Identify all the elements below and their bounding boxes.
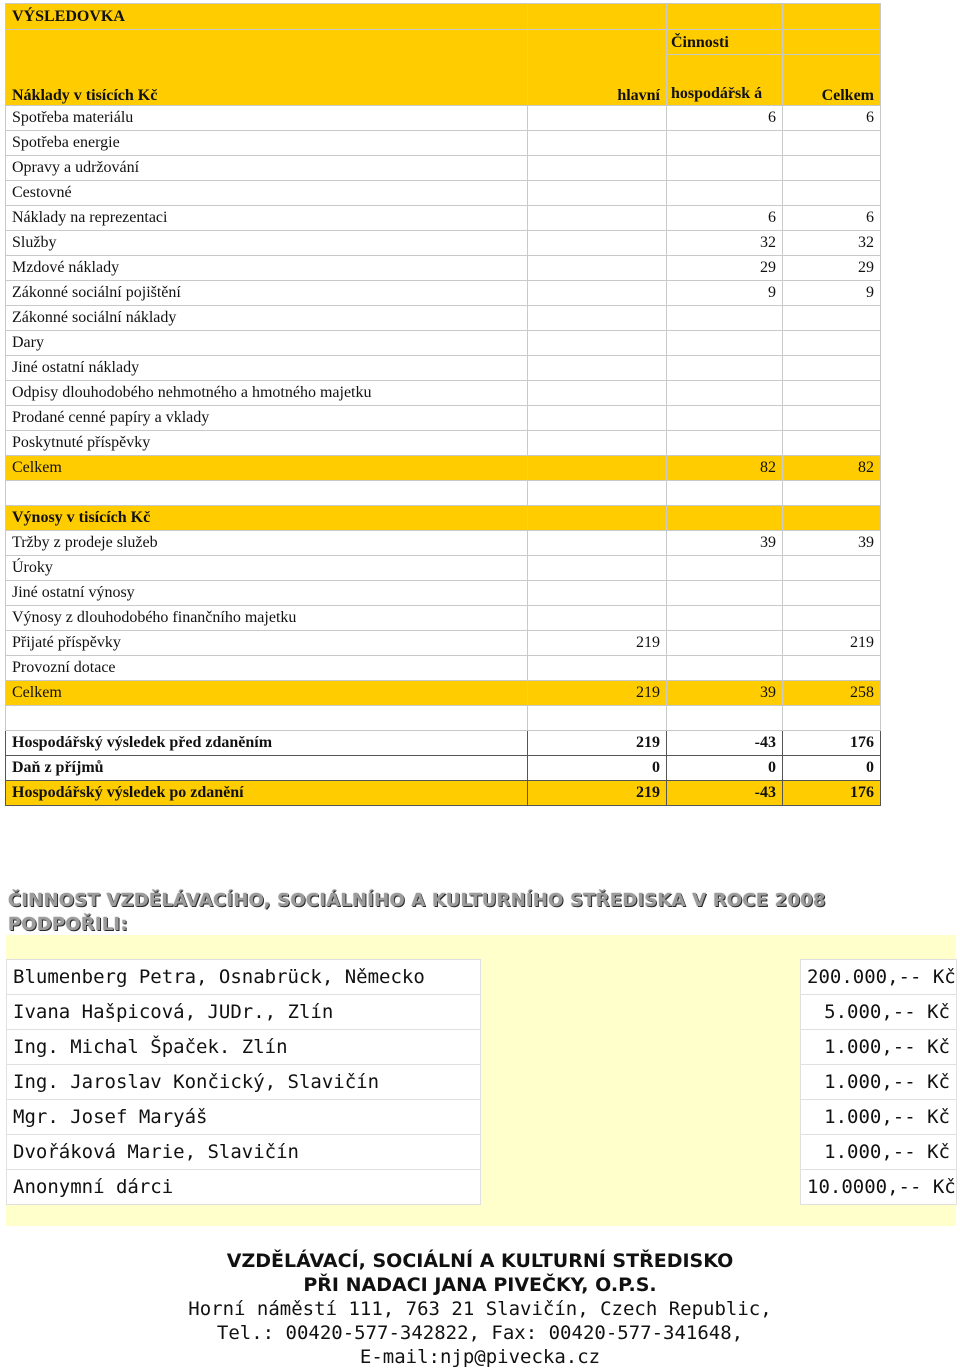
cost-row bbox=[6, 156, 881, 181]
row-label: Hospodářský výsledek po zdanění bbox=[6, 781, 528, 806]
footer-address: Horní náměstí 111, 763 21 Slavičín, Czech Republic, bbox=[188, 1298, 772, 1320]
supporter-amount: 200.000,-- Kč bbox=[801, 960, 957, 995]
cell-econ: -43 bbox=[667, 731, 783, 756]
cell-econ bbox=[667, 131, 783, 156]
cost-row bbox=[6, 431, 881, 456]
supporter-amount: 1.000,-- Kč bbox=[801, 1135, 957, 1170]
supporter-amount: 5.000,-- Kč bbox=[801, 995, 957, 1030]
cell-econ: 9 bbox=[667, 281, 783, 306]
cost-row bbox=[6, 356, 881, 381]
row-label: Přijaté příspěvky bbox=[6, 631, 528, 656]
cost-row bbox=[6, 306, 881, 331]
row-label: Provozní dotace bbox=[6, 656, 528, 681]
cell-main bbox=[528, 331, 667, 356]
row-label: Cestovné bbox=[6, 181, 528, 206]
row-label: Jiné ostatní výnosy bbox=[6, 581, 528, 606]
income-tax-row bbox=[6, 756, 881, 781]
cell-main bbox=[528, 256, 667, 281]
revenue-header-row-label: Výnosy v tisících Kč bbox=[6, 506, 528, 531]
row-label: Zákonné sociální pojištění bbox=[6, 281, 528, 306]
cell-total bbox=[783, 581, 881, 606]
cell-main bbox=[528, 606, 667, 631]
cost-row bbox=[6, 381, 881, 406]
cell-total: 6 bbox=[783, 106, 881, 131]
cell-total bbox=[783, 156, 881, 181]
cell-econ bbox=[667, 306, 783, 331]
cell-econ bbox=[667, 656, 783, 681]
row-label: Celkem bbox=[6, 681, 528, 706]
cell-total bbox=[783, 556, 881, 581]
row-label: Celkem bbox=[6, 456, 528, 481]
cell-econ bbox=[667, 406, 783, 431]
row-label: Mzdové náklady bbox=[6, 256, 528, 281]
cost-row bbox=[6, 131, 881, 156]
cell-main bbox=[528, 306, 667, 331]
row-label: Zákonné sociální náklady bbox=[6, 306, 528, 331]
cell-total: 0 bbox=[783, 756, 881, 781]
cell-total: 39 bbox=[783, 531, 881, 556]
cost-row bbox=[6, 281, 881, 306]
revenue-row bbox=[6, 656, 881, 681]
cell-total: 9 bbox=[783, 281, 881, 306]
supporter-name: Ing. Jaroslav Končický, Slavičín bbox=[7, 1065, 481, 1100]
supporter-name: Dvořáková Marie, Slavičín bbox=[7, 1135, 481, 1170]
footer-org-name: VZDĚLÁVACÍ, SOCIÁLNÍ A KULTURNÍ STŘEDISKO bbox=[226, 1250, 734, 1272]
cost-row bbox=[6, 206, 881, 231]
cell-econ bbox=[667, 581, 783, 606]
cell-total bbox=[783, 306, 881, 331]
result-before-tax-row bbox=[6, 731, 881, 756]
cell-main bbox=[528, 231, 667, 256]
cell-main bbox=[528, 381, 667, 406]
supporter-amount: 1.000,-- Kč bbox=[801, 1100, 957, 1135]
row-label: Poskytnuté příspěvky bbox=[6, 431, 528, 456]
revenue-header-row bbox=[6, 506, 881, 531]
statement-header-row bbox=[6, 30, 881, 55]
cell-total bbox=[783, 356, 881, 381]
supporter-row bbox=[7, 1170, 957, 1205]
cell-econ bbox=[667, 381, 783, 406]
costs-header-label: Náklady v tisících Kč bbox=[6, 30, 528, 106]
cell-main bbox=[528, 356, 667, 381]
cell-main: 0 bbox=[528, 756, 667, 781]
supporter-name: Ing. Michal Špaček. Zlín bbox=[7, 1030, 481, 1065]
cell-econ bbox=[667, 631, 783, 656]
revenue-row bbox=[6, 631, 881, 656]
cell-econ: 39 bbox=[667, 681, 783, 706]
cell-total: 176 bbox=[783, 731, 881, 756]
cell-econ: 82 bbox=[667, 456, 783, 481]
revenue-row bbox=[6, 606, 881, 631]
cell-econ bbox=[667, 331, 783, 356]
supporter-amount: 1.000,-- Kč bbox=[801, 1030, 957, 1065]
supporter-row bbox=[7, 1100, 957, 1135]
row-label: Spotřeba materiálu bbox=[6, 106, 528, 131]
footer-phone-fax: Tel.: 00420-577-342822, Fax: 00420-577-341648, bbox=[216, 1322, 744, 1344]
supporter-amount: 10.0000,-- Kč bbox=[801, 1170, 957, 1205]
supporter-name: Mgr. Josef Maryáš bbox=[7, 1100, 481, 1135]
cell-econ: 0 bbox=[667, 756, 783, 781]
row-label: Prodané cenné papíry a vklady bbox=[6, 406, 528, 431]
income-statement-table bbox=[5, 3, 881, 806]
row-label: Spotřeba energie bbox=[6, 131, 528, 156]
row-label: Tržby z prodeje služeb bbox=[6, 531, 528, 556]
cell-main bbox=[528, 106, 667, 131]
activities-group-header: Činnosti bbox=[667, 30, 783, 55]
cost-row bbox=[6, 331, 881, 356]
cell-econ: 6 bbox=[667, 106, 783, 131]
cell-total bbox=[783, 656, 881, 681]
cell-econ: 6 bbox=[667, 206, 783, 231]
cell-main bbox=[528, 406, 667, 431]
cost-row bbox=[6, 406, 881, 431]
cell-main bbox=[528, 206, 667, 231]
cell-main: 219 bbox=[528, 681, 667, 706]
supporter-row bbox=[7, 1065, 957, 1100]
cell-econ: 29 bbox=[667, 256, 783, 281]
cell-main: 219 bbox=[528, 631, 667, 656]
cell-econ bbox=[667, 606, 783, 631]
supporter-row bbox=[7, 960, 957, 995]
cell-total bbox=[783, 431, 881, 456]
cell-total: 32 bbox=[783, 231, 881, 256]
cell-main bbox=[528, 431, 667, 456]
cost-row bbox=[6, 181, 881, 206]
cell-main bbox=[528, 156, 667, 181]
cell-main bbox=[528, 581, 667, 606]
row-label: Úroky bbox=[6, 556, 528, 581]
cell-total: 258 bbox=[783, 681, 881, 706]
cell-econ: 39 bbox=[667, 531, 783, 556]
costs-total-row bbox=[6, 456, 881, 481]
row-label: Jiné ostatní náklady bbox=[6, 356, 528, 381]
cell-total: 219 bbox=[783, 631, 881, 656]
footer-email: E-mail:njp@pivecka.cz bbox=[359, 1346, 601, 1368]
cell-total bbox=[783, 381, 881, 406]
supporters-table bbox=[6, 959, 957, 1205]
supporter-row bbox=[7, 995, 957, 1030]
cell-main bbox=[528, 531, 667, 556]
cell-main bbox=[528, 456, 667, 481]
cell-total bbox=[783, 331, 881, 356]
revenues-total-row bbox=[6, 681, 881, 706]
cell-main bbox=[528, 656, 667, 681]
statement-title: VÝSLEDOVKA bbox=[6, 4, 528, 30]
row-label: Odpisy dlouhodobého nehmotného a hmotného majetku bbox=[6, 381, 528, 406]
cell-econ bbox=[667, 556, 783, 581]
cell-econ: 32 bbox=[667, 231, 783, 256]
supporter-name: Anonymní dárci bbox=[7, 1170, 481, 1205]
cell-main bbox=[528, 281, 667, 306]
revenue-row bbox=[6, 531, 881, 556]
cost-row bbox=[6, 106, 881, 131]
footer bbox=[0, 1249, 960, 1369]
supporter-name: Ivana Hašpicová, JUDr., Zlín bbox=[7, 995, 481, 1030]
col-main-header: hlavní bbox=[528, 30, 667, 106]
row-label: Opravy a udržování bbox=[6, 156, 528, 181]
cell-total: 82 bbox=[783, 456, 881, 481]
cell-main bbox=[528, 181, 667, 206]
spacer-row bbox=[6, 706, 881, 731]
cell-econ bbox=[667, 181, 783, 206]
cost-row bbox=[6, 256, 881, 281]
cost-row bbox=[6, 231, 881, 256]
cell-total: 29 bbox=[783, 256, 881, 281]
cell-econ bbox=[667, 356, 783, 381]
row-label: Náklady na reprezentaci bbox=[6, 206, 528, 231]
col-econ-header: hospodářsk á bbox=[667, 55, 783, 106]
revenue-row bbox=[6, 556, 881, 581]
supporter-amount: 1.000,-- Kč bbox=[801, 1065, 957, 1100]
cell-main bbox=[528, 556, 667, 581]
row-label: Služby bbox=[6, 231, 528, 256]
spacer-row bbox=[6, 481, 881, 506]
supporter-row bbox=[7, 1135, 957, 1170]
cell-main: 219 bbox=[528, 731, 667, 756]
cell-econ bbox=[667, 431, 783, 456]
row-label: Výnosy z dlouhodobého finančního majetku bbox=[6, 606, 528, 631]
footer-org-subtitle: PŘI NADACI JANA PIVEČKY, O.P.S. bbox=[303, 1274, 657, 1296]
cell-econ: -43 bbox=[667, 781, 783, 806]
result-after-tax-row bbox=[6, 781, 881, 806]
cell-main: 219 bbox=[528, 781, 667, 806]
cell-total bbox=[783, 181, 881, 206]
col-total-header: Celkem bbox=[783, 55, 881, 106]
row-label: Hospodářský výsledek před zdaněním bbox=[6, 731, 528, 756]
cell-total: 176 bbox=[783, 781, 881, 806]
cell-total bbox=[783, 131, 881, 156]
revenue-row bbox=[6, 581, 881, 606]
row-label: Daň z příjmů bbox=[6, 756, 528, 781]
cell-total: 6 bbox=[783, 206, 881, 231]
statement-title-row bbox=[6, 4, 881, 30]
cell-total bbox=[783, 606, 881, 631]
supporter-name: Blumenberg Petra, Osnabrück, Německo bbox=[7, 960, 481, 995]
row-label: Dary bbox=[6, 331, 528, 356]
cell-total bbox=[783, 406, 881, 431]
cell-main bbox=[528, 131, 667, 156]
supporters-title: ČINNOST VZDĚLÁVACÍHO, SOCIÁLNÍHO A KULTURNÍHO STŘEDISKA V ROCE 2008 PODPOŘILI: bbox=[8, 890, 826, 935]
supporter-row bbox=[7, 1030, 957, 1065]
cell-econ bbox=[667, 156, 783, 181]
